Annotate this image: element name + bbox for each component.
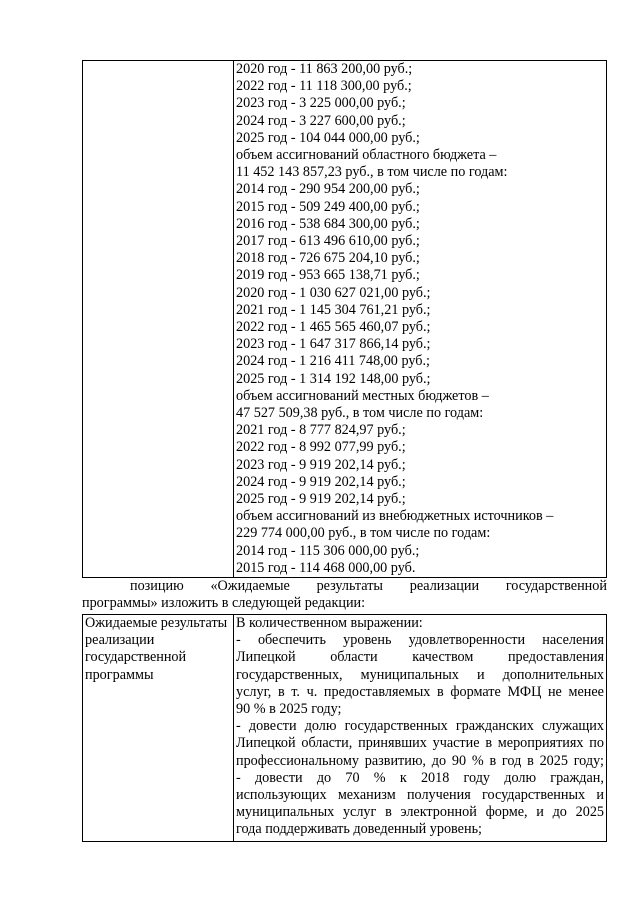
funding-line: 2022 год - 1 465 565 460,07 руб.;: [236, 319, 431, 336]
funding-line: 2014 год - 115 306 000,00 руб.;: [236, 542, 420, 559]
funding-line: 2022 год - 8 992 077,99 руб.;: [236, 439, 406, 456]
funding-line: 2024 год - 3 227 600,00 руб.;: [236, 112, 406, 129]
amendment-paragraph-line-1: [82, 578, 607, 595]
funding-lines: [236, 61, 604, 577]
result-word: форме,: [485, 804, 528, 821]
funding-line: 47 527 509,38 руб., в том числе по годам:: [236, 405, 484, 422]
funding-line: 2024 год - 9 919 202,14 руб.;: [236, 473, 406, 490]
result-word: области: [330, 649, 378, 666]
result-word: в: [277, 683, 285, 700]
expected-results-table: [82, 614, 607, 842]
result-word: 2025: [575, 804, 604, 821]
funding-line: 229 774 000,00 руб., в том числе по годам:: [236, 525, 491, 542]
label-line: государственной: [85, 649, 187, 666]
result-word: 70: [345, 769, 360, 786]
expected-results-value-cell: [234, 615, 607, 842]
result-line: [236, 718, 604, 735]
result-word: менее: [568, 683, 604, 700]
result-line: [236, 753, 604, 770]
funding-line: 2024 год - 1 216 411 748,00 руб.;: [236, 353, 430, 370]
result-word: 2018: [420, 769, 450, 786]
funding-line: 2021 год - 1 145 304 761,21 руб.;: [236, 301, 431, 318]
result-word: предоставляемых: [323, 683, 431, 700]
result-word: МФЦ: [507, 683, 542, 700]
result-word: 2025: [539, 752, 568, 769]
funding-line: объем ассигнований из внебюджетных источников –: [236, 508, 554, 525]
expected-results-label: [85, 615, 231, 684]
result-word: 90: [451, 752, 467, 769]
result-word: и: [536, 804, 544, 821]
result-word: развитию,: [364, 752, 426, 769]
expected-results-text: [236, 615, 604, 839]
result-word: долю: [504, 769, 537, 786]
funding-line: 2023 год - 3 225 000,00 руб.;: [236, 95, 406, 112]
result-line: [236, 770, 604, 787]
funding-line: 2020 год - 1 030 627 021,00 руб.;: [236, 284, 431, 301]
result-word: до: [316, 769, 332, 786]
paragraph-word: результаты: [316, 578, 383, 594]
result-line: [236, 632, 604, 649]
result-word: т.: [291, 683, 300, 700]
result-word: дополнительных: [502, 666, 604, 683]
funding-line: 2022 год - 11 118 300,00 руб.;: [236, 78, 412, 95]
paragraph-word: государственной: [505, 578, 607, 594]
funding-line: 2014 год - 290 954 200,00 руб.;: [236, 181, 420, 198]
funding-line: 2015 год - 509 249 400,00 руб.;: [236, 198, 420, 215]
result-line: [236, 684, 604, 701]
funding-line: 2023 год - 9 919 202,14 руб.;: [236, 456, 406, 473]
result-line: [236, 787, 604, 804]
result-line: [236, 667, 604, 684]
result-word: граждан,: [550, 769, 604, 786]
result-word: ч.: [306, 683, 318, 700]
result-word: механизм: [337, 787, 396, 804]
result-word: гражданских: [455, 718, 534, 735]
result-word: мероприятиях: [497, 735, 584, 752]
funding-line: 2025 год - 1 314 192 148,00 руб.;: [236, 370, 431, 387]
result-word: населения: [542, 632, 604, 649]
funding-line: 2016 год - 538 684 300,00 руб.;: [236, 215, 420, 232]
funding-table-row: [83, 61, 607, 578]
funding-line: 2018 год - 726 675 204,10 руб.;: [236, 250, 420, 267]
result-word: году;: [573, 752, 604, 769]
result-word: уровень: [343, 632, 392, 649]
result-word: долю: [304, 718, 337, 735]
result-word: удовлетворенности: [408, 632, 526, 649]
result-line: [236, 649, 604, 666]
paragraph-word: «Ожидаемые: [210, 578, 290, 594]
result-word: довести: [254, 769, 303, 786]
result-word: участие: [432, 735, 480, 752]
result-word: %: [373, 769, 386, 786]
result-word: %: [471, 752, 484, 769]
funding-line: 2017 год - 613 496 610,00 руб.;: [236, 233, 420, 250]
result-word: государственных: [344, 718, 448, 735]
result-word: электронной: [400, 804, 477, 821]
result-word: в: [437, 683, 444, 700]
result-word: в: [489, 752, 497, 769]
result-word: принявших: [358, 735, 427, 752]
result-word: до: [552, 804, 567, 821]
result-word: профессиональному: [236, 752, 359, 769]
result-word: в: [485, 735, 493, 752]
result-word: в: [385, 804, 392, 821]
result-word: и: [476, 666, 485, 683]
result-line: года поддерживать доведенный уровень;: [236, 821, 482, 838]
result-word: обеспечить: [257, 632, 326, 649]
result-word: услуг,: [236, 683, 272, 700]
result-word: -: [236, 769, 241, 786]
label-line: реализации: [85, 632, 155, 649]
result-word: год: [501, 752, 522, 769]
funding-line: 2020 год - 11 863 200,00 руб.;: [236, 61, 413, 77]
result-word: Липецкой: [236, 735, 296, 752]
result-word: государственных,: [236, 666, 343, 683]
result-line: 90 % в 2025 году;: [236, 701, 342, 718]
result-word: в: [527, 752, 534, 769]
label-line: программы: [85, 666, 154, 683]
result-line: В количественном выражении:: [236, 615, 423, 631]
label-line: Ожидаемые результаты: [85, 615, 228, 631]
result-line: [236, 804, 604, 821]
result-word: государственных: [482, 787, 586, 804]
funding-line: 2015 год - 114 468 000,00 руб.: [236, 559, 416, 576]
result-word: году: [463, 769, 491, 786]
result-word: довести: [248, 718, 297, 735]
result-word: услуг: [342, 804, 377, 821]
funding-line: 2021 год - 8 777 824,97 руб.;: [236, 422, 406, 439]
result-word: и: [596, 787, 604, 804]
funding-line: объем ассигнований местных бюджетов –: [236, 387, 489, 404]
funding-table: [82, 60, 607, 578]
result-word: не: [547, 683, 562, 700]
result-line: [236, 735, 604, 752]
paragraph-word: позицию: [130, 578, 184, 594]
result-word: -: [236, 632, 241, 649]
funding-line: 2025 год - 104 044 000,00 руб.;: [236, 129, 420, 146]
result-word: области,: [301, 735, 353, 752]
result-word: муниципальных: [236, 804, 335, 821]
expected-results-row: [83, 615, 607, 842]
result-word: качеством: [412, 649, 474, 666]
result-word: Липецкой: [236, 649, 296, 666]
result-word: муниципальных: [360, 666, 459, 683]
funding-line: 2023 год - 1 647 317 866,14 руб.;: [236, 336, 431, 353]
funding-line: 2025 год - 9 919 202,14 руб.;: [236, 491, 406, 508]
amendment-paragraph-line-2: программы» изложить в следующей редакции:: [82, 595, 366, 611]
result-word: до: [431, 752, 447, 769]
result-word: использующих: [236, 787, 327, 804]
funding-table-value-cell: [234, 61, 607, 578]
funding-table-label-cell: [83, 61, 234, 578]
result-word: -: [236, 718, 241, 735]
expected-results-label-cell: [83, 615, 234, 842]
result-word: формате: [450, 683, 501, 700]
result-word: служащих: [541, 718, 604, 735]
paragraph-word: реализации: [409, 578, 480, 594]
funding-line: объем ассигнований областного бюджета –: [236, 147, 497, 164]
result-word: к: [399, 769, 407, 786]
result-word: получения: [406, 787, 471, 804]
result-word: по: [589, 735, 604, 752]
funding-line: 11 452 143 857,23 руб., в том числе по годам:: [236, 164, 508, 181]
result-word: предоставления: [507, 649, 604, 666]
funding-line: 2019 год - 953 665 138,71 руб.;: [236, 267, 420, 284]
